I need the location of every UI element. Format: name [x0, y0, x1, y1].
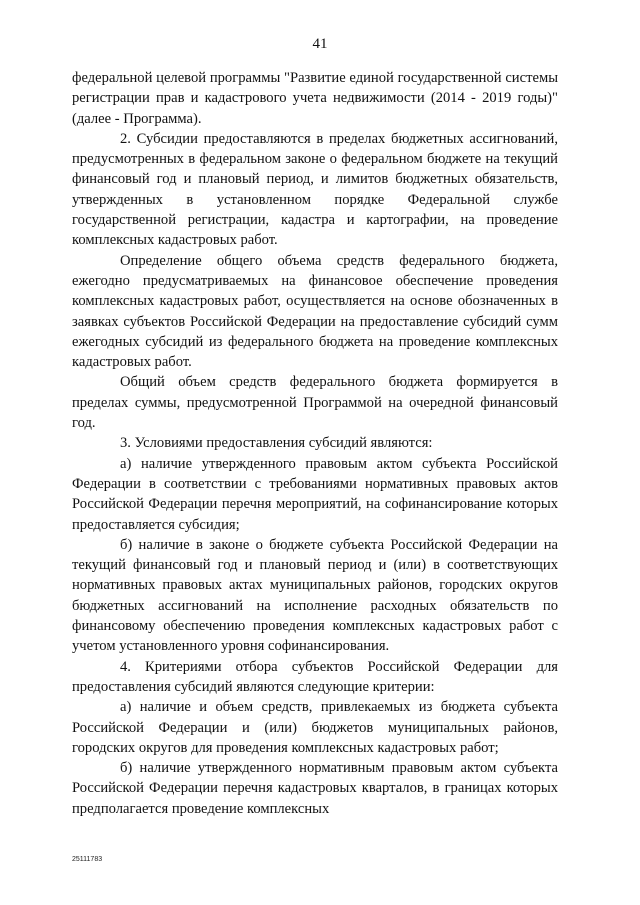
paragraph-item-3: 3. Условиями предоставления субсидий являются: — [120, 435, 433, 452]
paragraph-total-volume-definition: Определение общего объема средств федерального бюджета, ежегодно предусматриваемых на финансовое обеспечение проведения комплексных кадастровых работ, осуществляется на основе обозначенных в заявках субъектов Российской Федерации на предоставление субсидий сумм ежегодных субсидий из федерального бюджета на проведение комплексных кадастровых работ. — [72, 252, 558, 371]
paragraph-item-3a: а) наличие утвержденного правовым актом субъекта Российской Федерации в соответствии с требованиями нормативных правовых актов Российской Федерации перечня мероприятий, на софинансирование которых предоставляется субсидия; — [72, 455, 558, 533]
paragraph-program-name: федеральной целевой программы "Развитие единой государственной системы регистрации прав и кадастрового учета недвижимости (2014 - 2019 годы)" (далее - Программа). — [72, 70, 558, 127]
paragraph-item-2: 2. Субсидии предоставляются в пределах бюджетных ассигнований, предусмотренных в федеральном законе о федеральном бюджете на текущий финансовый год и плановый период, и лимитов бюджетных обязательств, утвержденных в установленном порядке Федеральной службе государственной регистрации, кадастра и картографии, на проведение комплексных кадастровых работ. — [72, 130, 558, 249]
paragraph-item-4: 4. Критериями отбора субъектов Российской Федерации для предоставления субсидий являются следующие критерии: — [72, 658, 558, 695]
paragraph-item-3b: б) наличие в законе о бюджете субъекта Российской Федерации на текущий финансовый год и плановый период и (или) в соответствующих нормативных правовых актах муниципальных районов, городских округов бюджетных ассигнований на исполнение расходных обязательств по финансовому обеспечению проведения комплексных кадастровых работ с учетом установленного уровня софинансирования. — [72, 536, 558, 655]
document-body — [72, 68, 558, 819]
document-code: 25111783 — [72, 856, 103, 863]
paragraph-total-volume-formation: Общий объем средств федерального бюджета формируется в пределах суммы, предусмотренной Программой на очередной финансовый год. — [72, 374, 558, 432]
paragraph-item-4a: а) наличие и объем средств, привлекаемых из бюджета субъекта Российской Федерации и (или) бюджетов муниципальных районов, городских округов для проведения комплексных кадастровых работ; — [72, 699, 558, 756]
paragraph-item-4b: б) наличие утвержденного нормативным правовым актом субъекта Российской Федерации перечня кадастровых кварталов, в границах которых предполагается проведение комплексных — [72, 760, 558, 817]
page-number: 41 — [312, 36, 328, 52]
